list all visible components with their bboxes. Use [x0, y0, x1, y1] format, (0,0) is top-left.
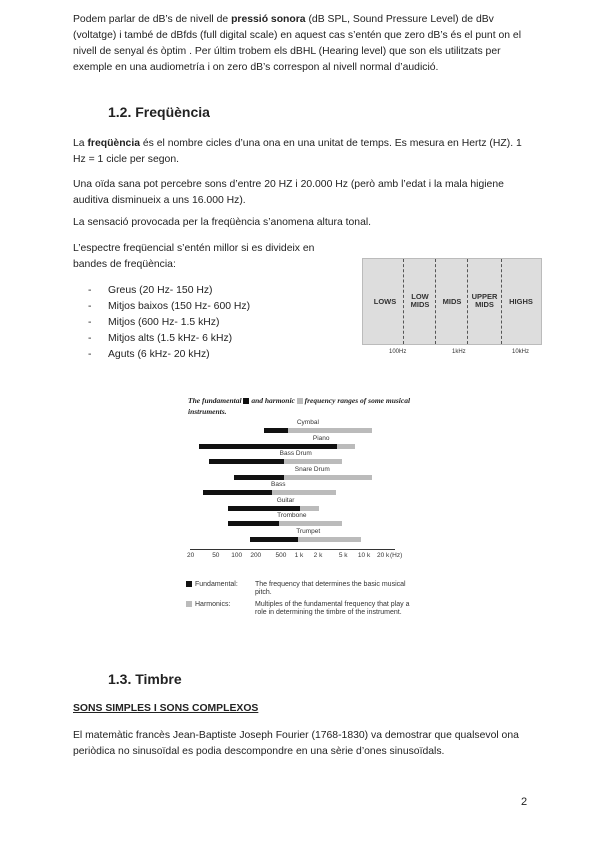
list-item [88, 299, 250, 315]
spectrum-tick: 100Hz [389, 349, 407, 355]
intro-text: Podem parlar de dB’s de nivell de [73, 14, 232, 25]
frequency-definition [73, 136, 533, 168]
fundamental-bar [203, 490, 272, 495]
harmonic-bar [300, 506, 319, 511]
harmonic-swatch [297, 398, 303, 404]
page-number: 2 [521, 796, 528, 808]
instrument-label: Bass Drum [279, 450, 312, 457]
intro-text-cont: (dB SPL, Sound Pressure Level) de dBv (voltatge) i també de dBfds (full digital scale) en aquest cas s’entén que zero dB’s és el punt on el nivell de senyal és òptim . Per últim trobem els dBHL (Hearing level) que son els utilitzats per exemple en una audiometría i on zero dB’s correspon al nivell normal d’audició. [73, 14, 522, 73]
band-divider [435, 259, 436, 344]
instrument-label: Trombone [277, 512, 307, 519]
band-label-lows: LOWS [373, 297, 397, 306]
instrument-label: Snare Drum [294, 465, 330, 473]
freq-def-text-cont: és el nombre cicles d’una ona en una unitat de temps. Es mesura en Hertz (HZ). 1 Hz = 1 cicle per segon. [73, 138, 522, 165]
harmonic-bar [284, 459, 342, 464]
instrument-label: Cymbal [296, 419, 319, 426]
list-item [88, 283, 250, 299]
chart-title-part: frequency ranges of some musical instruments. [188, 396, 411, 416]
harmonic-bar [298, 537, 361, 542]
list-item [88, 315, 250, 331]
band-label: Aguts (6 kHz- 20 kHz) [108, 349, 210, 360]
fundamental-bar [199, 444, 337, 449]
spectrum-intro-paragraph: L’espectre freqüencial s’entén millor si es divideix en bandes de freqüència: [73, 243, 315, 270]
harmonic-bar [284, 475, 373, 480]
x-tick-label: 100 [231, 552, 243, 559]
freq-def-bold: freqüència [87, 138, 140, 149]
tonal-height-paragraph: La sensació provocada per la freqüència s’anomena altura tonal. [73, 217, 372, 228]
x-axis-line [190, 549, 395, 550]
spectrum-bands-image [362, 258, 542, 345]
x-axis-unit: (Hz) [390, 552, 403, 559]
x-tick-label: 200 [250, 552, 262, 559]
fundamental-bar [250, 537, 297, 542]
legend-name: Harmonics: [195, 601, 231, 608]
harmonic-bar [279, 521, 342, 526]
band-divider [501, 259, 502, 344]
intro-paragraph [73, 12, 533, 76]
spectrum-tick: 1kHz [452, 349, 466, 355]
x-tick-label: 2 k [313, 552, 323, 559]
fundamental-bar [264, 428, 287, 433]
x-tick-label: 50 [212, 552, 220, 559]
band-label: Mitjos alts (1.5 kHz- 6 kHz) [108, 333, 233, 344]
instrument-label: Bass [271, 481, 286, 488]
list-dash: - [88, 301, 92, 312]
freq-def-text: La [73, 138, 88, 149]
fundamental-bar [228, 521, 278, 526]
section-heading-timbre: 1.3. Timbre [108, 671, 182, 687]
intro-bold: pressió sonora [231, 14, 306, 25]
band-divider [403, 259, 404, 344]
list-dash: - [88, 333, 92, 344]
spectrum-tick: 10kHz [512, 349, 530, 355]
band-label: Mitjos (600 Hz- 1.5 kHz) [108, 317, 220, 328]
hearing-range-paragraph: Una oïda sana pot percebre sons d’entre 20 HZ i 20.000 Hz (però amb l’edat i la mala higiene auditiva disminueix a uns 16.000 Hz). [73, 179, 504, 206]
legend-desc: The frequency that determines the basic musical pitch. [255, 581, 406, 596]
legend-desc: Multiples of the fundamental frequency that play a role in determining the timbre of the instrument. [255, 601, 410, 616]
instrument-label: Trumpet [296, 527, 321, 535]
legend-swatch [186, 601, 192, 607]
list-dash: - [88, 317, 92, 328]
instrument-frequency-chart [180, 395, 420, 635]
harmonic-bar [337, 444, 355, 449]
legend-name: Fundamental: [195, 581, 238, 588]
fundamental-bar [228, 506, 300, 511]
legend-harmonics [186, 601, 417, 617]
band-label-upper-mids: UPPER MIDS [471, 292, 498, 309]
section-heading-frequency: 1.2. Freqüència [108, 104, 210, 120]
band-label-highs: HIGHS [509, 297, 533, 306]
band-label-low-mids: LOW MIDS [410, 292, 430, 309]
fundamental-bar [234, 475, 283, 480]
x-tick-label: 20 k [377, 552, 390, 559]
x-tick-label: 5 k [338, 552, 348, 559]
list-dash: - [88, 349, 92, 360]
instrument-label: Piano [312, 434, 330, 442]
x-tick-label: 10 k [357, 552, 371, 559]
fundamental-bar [209, 459, 283, 464]
x-tick-label: 500 [275, 552, 287, 559]
subheading-simple-complex-sounds: SONS SIMPLES I SONS COMPLEXOS [73, 703, 259, 714]
legend-swatch [186, 581, 192, 587]
chart-title-part: The fundamental [188, 396, 242, 405]
band-label: Greus (20 Hz- 150 Hz) [108, 285, 213, 296]
x-tick-label: 1 k [294, 552, 304, 559]
x-tick-label: 20 [187, 552, 195, 559]
fundamental-swatch [243, 398, 249, 404]
list-dash: - [88, 285, 92, 296]
list-item [88, 331, 250, 347]
instrument-label: Guitar [276, 496, 295, 504]
harmonic-bar [288, 428, 372, 433]
legend-fundamental [186, 581, 417, 597]
band-label-mids: MIDS [442, 297, 462, 306]
harmonic-bar [272, 490, 335, 495]
band-label: Mitjos baixos (150 Hz- 600 Hz) [108, 301, 251, 312]
list-item [88, 347, 250, 363]
chart-title-part: and harmonic [251, 396, 295, 405]
chart-title [188, 395, 428, 417]
fourier-paragraph: El matemàtic francès Jean-Baptiste Joseph Fourier (1768-1830) va demostrar que qualsevol ona periòdica no sinusoïdal es podia descompondre en una sèrie d’ones sinusoïdals. [73, 730, 519, 757]
frequency-bands-list [88, 283, 250, 363]
